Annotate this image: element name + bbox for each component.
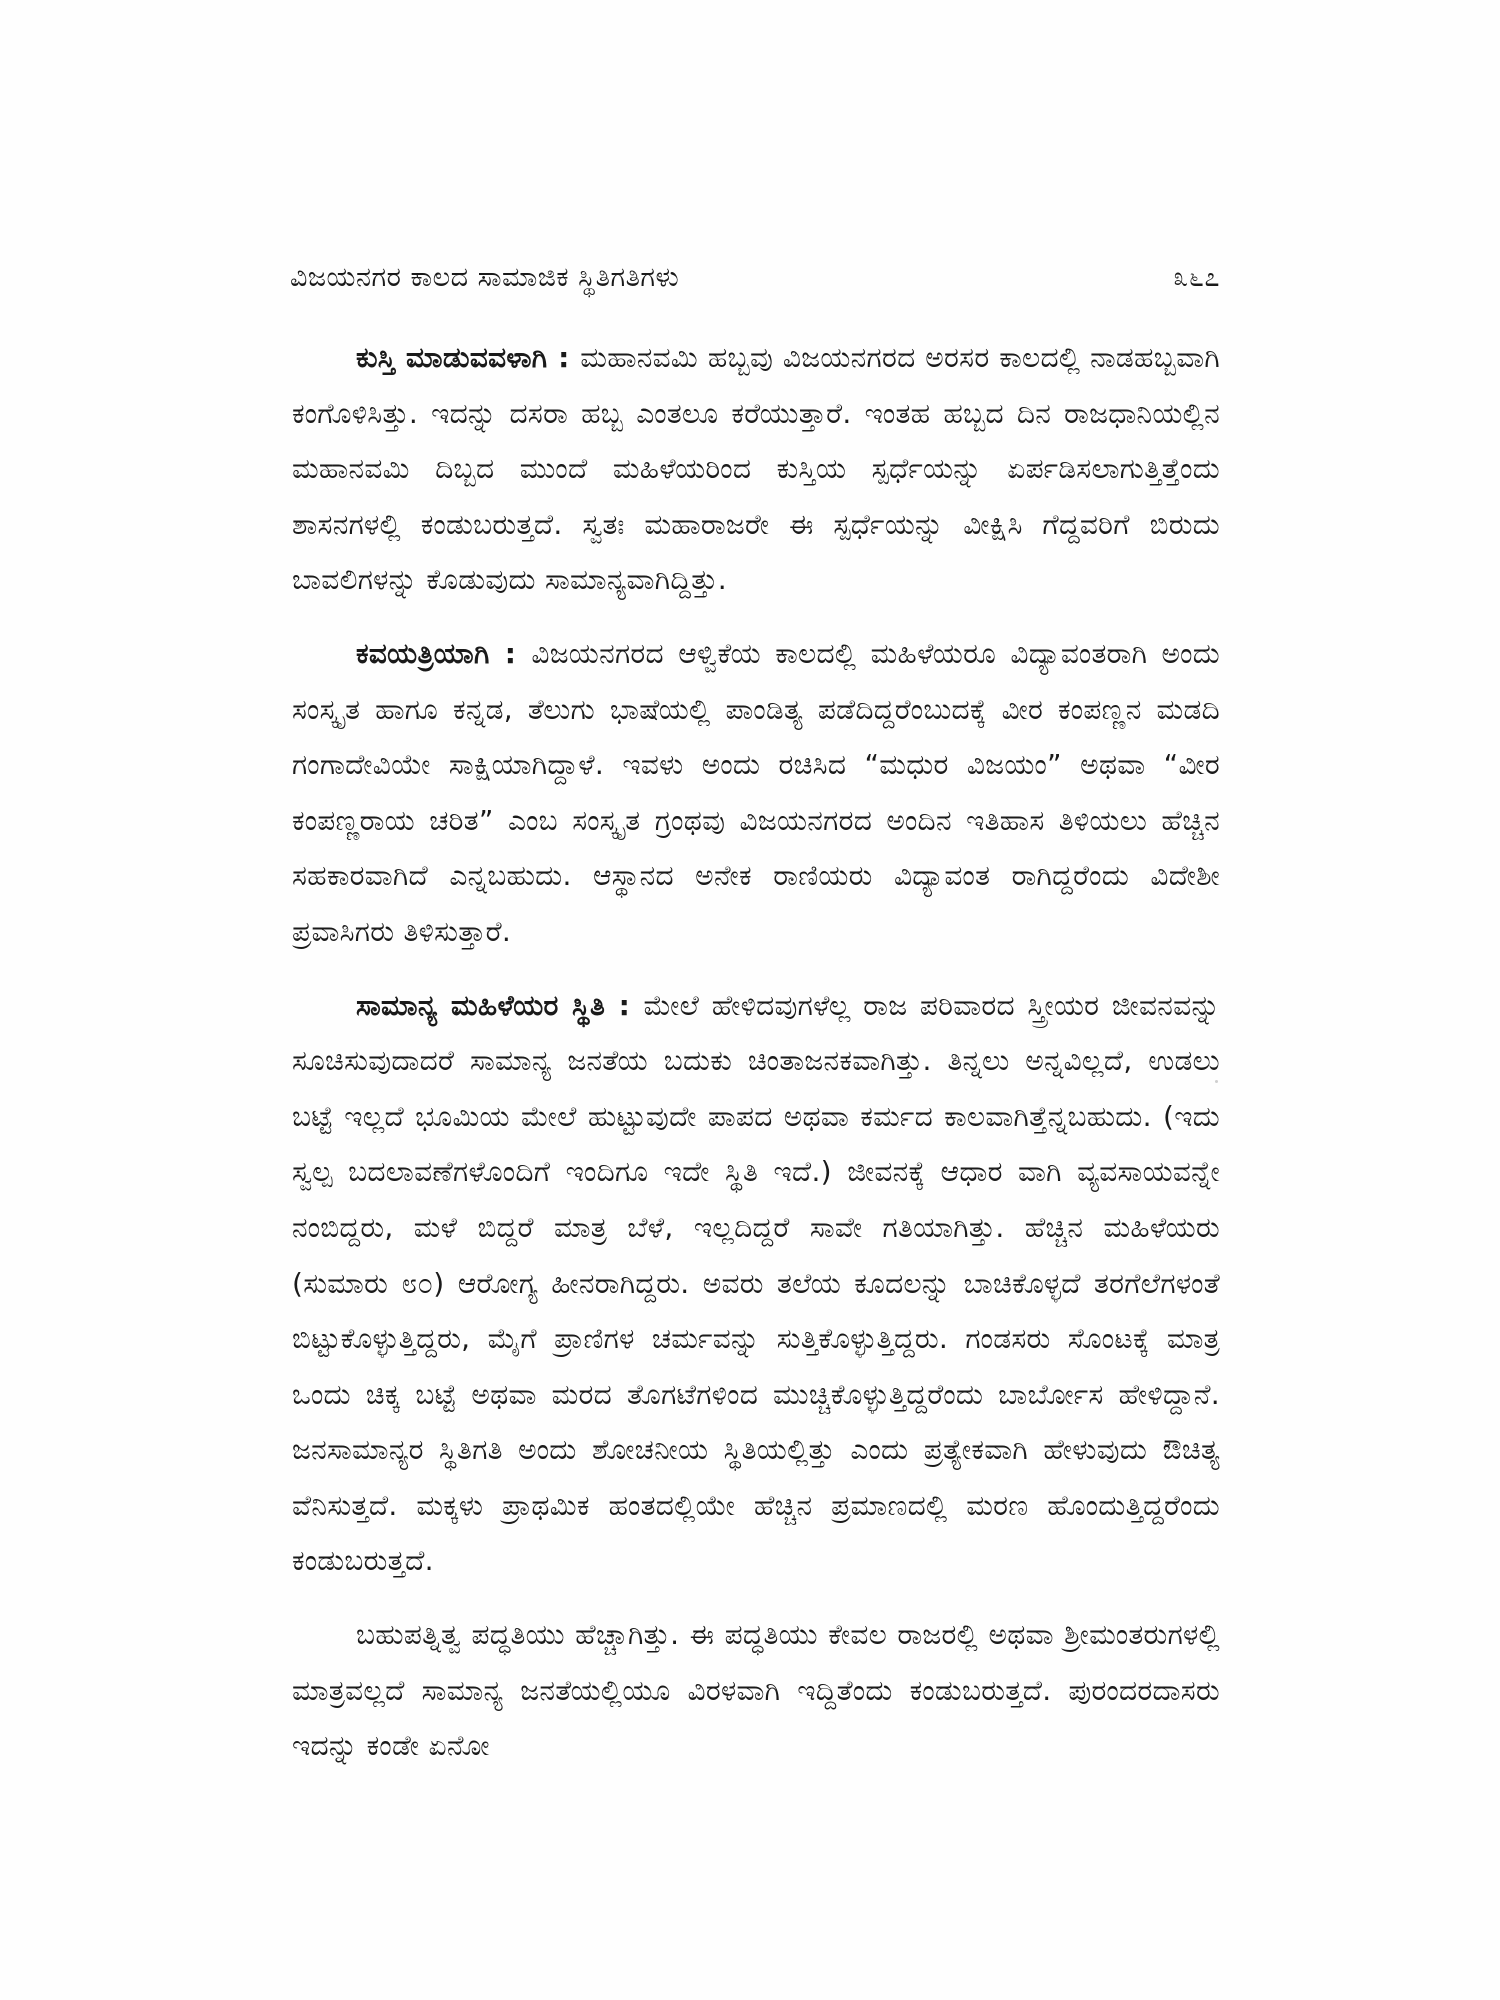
paragraph-text: ವಿಜಯನಗರದ ಆಳ್ವಿಕೆಯ ಕಾಲದಲ್ಲಿ ಮಹಿಳೆಯರೂ ವಿದ್ಯಾವಂತರಾಗಿ ಅಂದು ಸಂಸ್ಕೃತ ಹಾಗೂ ಕನ್ನಡ, ತೆಲುಗು ಭಾಷೆಯಲ್ಲಿ ಪಾಂಡಿತ್ಯ ಪಡೆದಿದ್ದರೆಂಬುದಕ್ಕೆ ವೀರ ಕಂಪಣ್ಣನ ಮಡದಿ ಗಂಗಾದೇವಿಯೇ ಸಾಕ್ಷಿಯಾಗಿದ್ದಾಳೆ. ಇವಳು ಅಂದು ರಚಿಸಿದ “ಮಧುರ ವಿಜಯಂ” ಅಥವಾ “ವೀರ ಕಂಪಣ್ಣರಾಯ ಚರಿತ” ಎಂಬ ಸಂಸ್ಕೃತ ಗ್ರಂಥವು ವಿಜಯನಗರದ ಅಂದಿನ ಇತಿಹಾಸ ತಿಳಿಯಲು ಹೆಚ್ಚಿನ ಸಹಕಾರವಾಗಿದೆ ಎನ್ನಬಹುದು. ಆಸ್ಥಾನದ ಅನೇಕ ರಾಣಿಯರು ವಿದ್ಯಾವಂತ ರಾಗಿದ್ದರೆಂದು ವಿದೇಶೀ ಪ್ರವಾಸಿಗರು ತಿಳಿಸುತ್ತಾರೆ. — [292, 636, 1220, 948]
paragraph-common-women — [292, 978, 1220, 1590]
paragraph-heading: ಕವಯತ್ರಿಯಾಗಿ : — [356, 636, 532, 670]
paragraph-poetess — [292, 626, 1220, 960]
paragraph-text: ಬಹುಪತ್ನಿತ್ವ ಪದ್ಧತಿಯು ಹೆಚ್ಚಾಗಿತ್ತು. ಈ ಪದ್ಧತಿಯು ಕೇವಲ ರಾಜರಲ್ಲಿ ಅಥವಾ ಶ್ರೀಮಂತರುಗಳಲ್ಲಿ ಮಾತ್ರವಲ್ಲದೆ ಸಾಮಾನ್ಯ ಜನತೆಯಲ್ಲಿಯೂ ವಿರಳವಾಗಿ ಇದ್ದಿತೆಂದು ಕಂಡುಬರುತ್ತದೆ. ಪುರಂದರದಾಸರು ಇದನ್ನು ಕಂಡೇ ಏನೋ — [292, 1618, 1220, 1763]
paragraph-heading: ಸಾಮಾನ್ಯ ಮಹಿಳೆಯರ ಸ್ಥಿತಿ : — [356, 988, 644, 1022]
body-text — [292, 330, 1220, 1792]
paragraph-text: ಮೇಲೆ ಹೇಳಿದವುಗಳೆಲ್ಲ ರಾಜ ಪರಿವಾರದ ಸ್ತ್ರೀಯರ ಜೀವನವನ್ನು ಸೂಚಿಸುವುದಾದರೆ ಸಾಮಾನ್ಯ ಜನತೆಯ ಬದುಕು ಚಿಂತಾಜನಕವಾಗಿತ್ತು. ತಿನ್ನಲು ಅನ್ನವಿಲ್ಲದೆ, ಉಡಲು ಬಟ್ಟೆ ಇಲ್ಲದೆ ಭೂಮಿಯ ಮೇಲೆ ಹುಟ್ಟುವುದೇ ಪಾಪದ ಅಥವಾ ಕರ್ಮದ ಕಾಲವಾಗಿತ್ತೆನ್ನಬಹುದು. (ಇದು ಸ್ವಲ್ಪ ಬದಲಾವಣೆಗಳೊಂದಿಗೆ ಇಂದಿಗೂ ಇದೇ ಸ್ಥಿತಿ ಇದೆ.) ಜೀವನಕ್ಕೆ ಆಧಾರ ವಾಗಿ ವ್ಯವಸಾಯವನ್ನೇ ನಂಬಿದ್ದರು, ಮಳೆ ಬಿದ್ದರೆ ಮಾತ್ರ ಬೆಳೆ, ಇಲ್ಲದಿದ್ದರೆ ಸಾವೇ ಗತಿಯಾಗಿತ್ತು. ಹೆಚ್ಚಿನ ಮಹಿಳೆಯರು (ಸುಮಾರು ೮೦) ಆರೋಗ್ಯ ಹೀನರಾಗಿದ್ದರು. ಅವರು ತಲೆಯ ಕೂದಲನ್ನು ಬಾಚಿಕೊಳ್ಳದೆ ತರಗೆಲೆಗಳಂತೆ ಬಿಟ್ಟುಕೊಳ್ಳುತ್ತಿದ್ದರು, ಮೈಗೆ ಪ್ರಾಣಿಗಳ ಚರ್ಮವನ್ನು ಸುತ್ತಿಕೊಳ್ಳುತ್ತಿದ್ದರು. ಗಂಡಸರು ಸೊಂಟಕ್ಕೆ ಮಾತ್ರ ಒಂದು ಚಿಕ್ಕ ಬಟ್ಟೆ ಅಥವಾ ಮರದ ತೊಗಟೆಗಳಿಂದ ಮುಚ್ಚಿಕೊಳ್ಳುತ್ತಿದ್ದರೆಂದು ಬಾರ್ಬೋಸ ಹೇಳಿದ್ದಾನೆ. ಜನಸಾಮಾನ್ಯರ ಸ್ಥಿತಿಗತಿ ಅಂದು ಶೋಚನೀಯ ಸ್ಥಿತಿಯಲ್ಲಿತ್ತು ಎಂದು ಪ್ರತ್ಯೇಕವಾಗಿ ಹೇಳುವುದು ಔಚಿತ್ಯ ವೆನಿಸುತ್ತದೆ. ಮಕ್ಕಳು ಪ್ರಾಥಮಿಕ ಹಂತದಲ್ಲಿಯೇ ಹೆಚ್ಚಿನ ಪ್ರಮಾಣದಲ್ಲಿ ಮರಣ ಹೊಂದುತ್ತಿದ್ದರೆಂದು ಕಂಡುಬರುತ್ತದೆ. — [292, 988, 1221, 1578]
chapter-title: ವಿಜಯನಗರ ಕಾಲದ ಸಾಮಾಜಿಕ ಸ್ಥಿತಿಗತಿಗಳು — [290, 262, 680, 293]
page-number: ೩೬೭ — [1173, 262, 1220, 293]
paragraph-wrestling — [292, 330, 1220, 608]
paragraph-polygamy — [292, 1607, 1220, 1774]
running-header — [290, 262, 1220, 302]
scan-speck — [1215, 1080, 1218, 1083]
paragraph-heading: ಕುಸ್ತಿ ಮಾಡುವವಳಾಗಿ : — [356, 341, 581, 374]
paragraph-text: ಮಹಾನವಮಿ ಹಬ್ಬವು ವಿಜಯನಗರದ ಅರಸರ ಕಾಲದಲ್ಲಿ ನಾಡಹಬ್ಬವಾಗಿ ಕಂಗೊಳಿಸಿತ್ತು. ಇದನ್ನು ದಸರಾ ಹಬ್ಬ ಎಂತಲೂ ಕರೆಯುತ್ತಾರೆ. ಇಂತಹ ಹಬ್ಬದ ದಿನ ರಾಜಧಾನಿಯಲ್ಲಿನ ಮಹಾನವಮಿ ದಿಬ್ಬದ ಮುಂದೆ ಮಹಿಳೆಯರಿಂದ ಕುಸ್ತಿಯ ಸ್ಪರ್ಧೆಯನ್ನು ಏರ್ಪಡಿಸಲಾಗುತ್ತಿತ್ತೆಂದು ಶಾಸನಗಳಲ್ಲಿ ಕಂಡುಬರುತ್ತದೆ. ಸ್ವತಃ ಮಹಾರಾಜರೇ ಈ ಸ್ಪರ್ಧೆಯನ್ನು ವೀಕ್ಷಿಸಿ ಗೆದ್ದವರಿಗೆ ಬಿರುದು ಬಾವಲಿಗಳನ್ನು ಕೊಡುವುದು ಸಾಮಾನ್ಯವಾಗಿದ್ದಿತ್ತು. — [292, 341, 1220, 597]
